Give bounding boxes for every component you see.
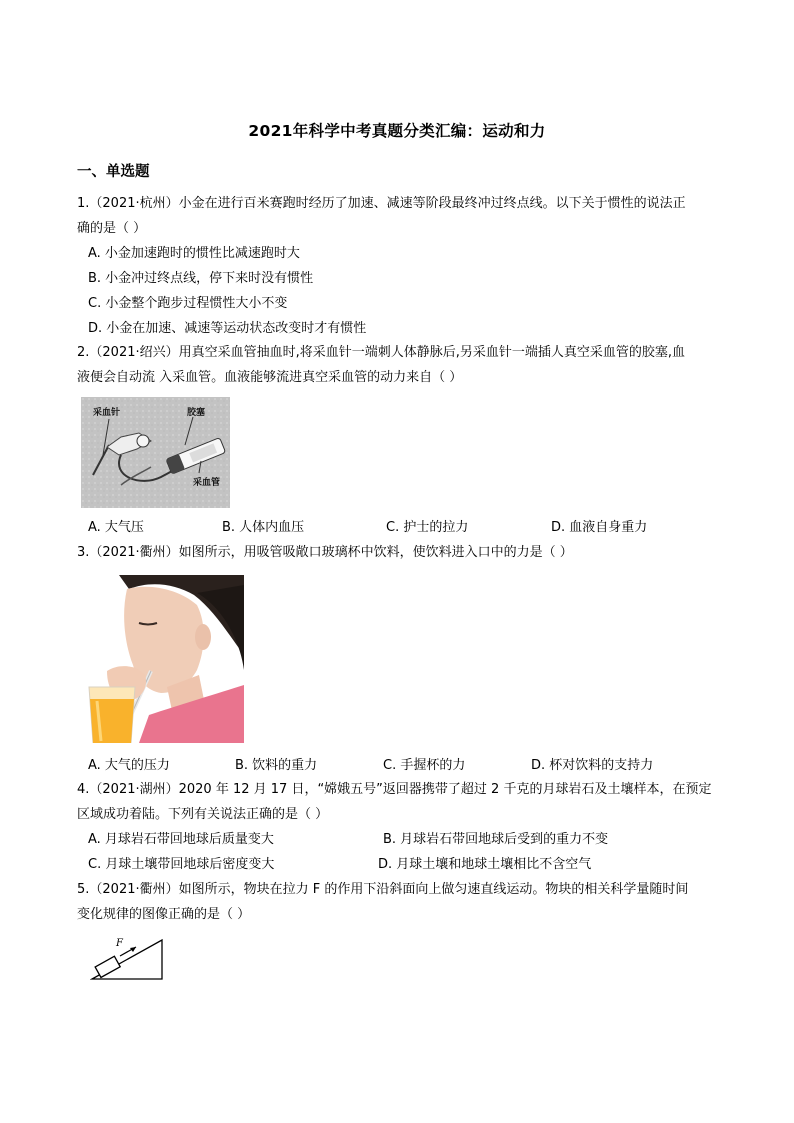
block-on-incline-diagram [90, 934, 166, 982]
question-4-option-d: D. 月球土壤和地球土壤相比不含空气 [378, 857, 592, 872]
question-2-option-c: C. 护士的拉力 [386, 520, 469, 535]
incline-figure [90, 934, 166, 982]
stopper-label: 胶塞 [187, 408, 206, 418]
question-1-text-line-1: 1.（2021·杭州）小金在进行百米赛跑时经历了加速、减速等阶段最终冲过终点线。以下关于惯性的说法正 [77, 196, 686, 211]
question-3-text: 3.（2021·衢州）如图所示，用吸管吸敞口玻璃杯中饮料，使饮料进入口中的力是（ ） [77, 545, 573, 560]
blood-collection-figure [81, 397, 230, 508]
question-3-option-c: C. 手握杯的力 [383, 758, 466, 773]
force-label: F [116, 938, 123, 949]
question-2-text-line-1: 2.（2021·绍兴）用真空采血管抽血时,将采血针一端刺人体静脉后,另采血针一端插人真空采血管的胶塞,血 [77, 345, 686, 360]
question-2-option-a: A. 大气压 [88, 520, 144, 535]
blood-collection-illustration [81, 397, 230, 508]
question-4-text-line-1: 4.（2021·湖州）2020 年 12 月 17 日，“嫦娥五号”返回器携带了超过 2 千克的月球岩石及土壤样本，在预定 [77, 782, 712, 797]
question-3-option-d: D. 杯对饮料的支持力 [531, 758, 654, 773]
question-4-option-a: A. 月球岩石带回地球后质量变大 [88, 832, 274, 847]
question-2-option-b: B. 人体内血压 [222, 520, 305, 535]
page-title: 2021年科学中考真题分类汇编：运动和力 [248, 122, 546, 140]
question-4-option-b: B. 月球岩石带回地球后受到的重力不变 [383, 832, 609, 847]
question-5-text-line-2: 变化规律的图像正确的是（ ） [77, 907, 251, 922]
section-heading: 一、单选题 [77, 164, 150, 180]
question-3-option-a: A. 大气的压力 [88, 758, 170, 773]
question-1-option-c: C. 小金整个跑步过程惯性大小不变 [88, 296, 288, 311]
drinking-straw-figure [79, 575, 244, 743]
question-4-option-c: C. 月球土壤带回地球后密度变大 [88, 857, 275, 872]
question-1-option-b: B. 小金冲过终点线，停下来时没有惯性 [88, 271, 314, 286]
question-1-option-a: A. 小金加速跑时的惯性比减速跑时大 [88, 246, 300, 261]
needle-label: 采血针 [93, 408, 121, 418]
question-2-option-d: D. 血液自身重力 [551, 520, 648, 535]
question-2-text-line-2: 液便会自动流 入采血管。血液能够流进真空采血管的动力来自（ ） [77, 370, 463, 385]
question-3-option-b: B. 饮料的重力 [235, 758, 318, 773]
question-1-text-line-2: 确的是（ ） [77, 221, 147, 236]
woman-drinking-photo [79, 575, 244, 743]
question-5-text-line-1: 5.（2021·衢州）如图所示，物块在拉力 F 的作用下沿斜面向上做匀速直线运动。物块的相关科学量随时间 [77, 882, 689, 897]
question-4-text-line-2: 区域成功着陆。下列有关说法正确的是（ ） [77, 807, 329, 822]
collection-tube-label: 采血管 [193, 478, 221, 488]
question-1-option-d: D. 小金在加速、减速等运动状态改变时才有惯性 [88, 321, 367, 336]
